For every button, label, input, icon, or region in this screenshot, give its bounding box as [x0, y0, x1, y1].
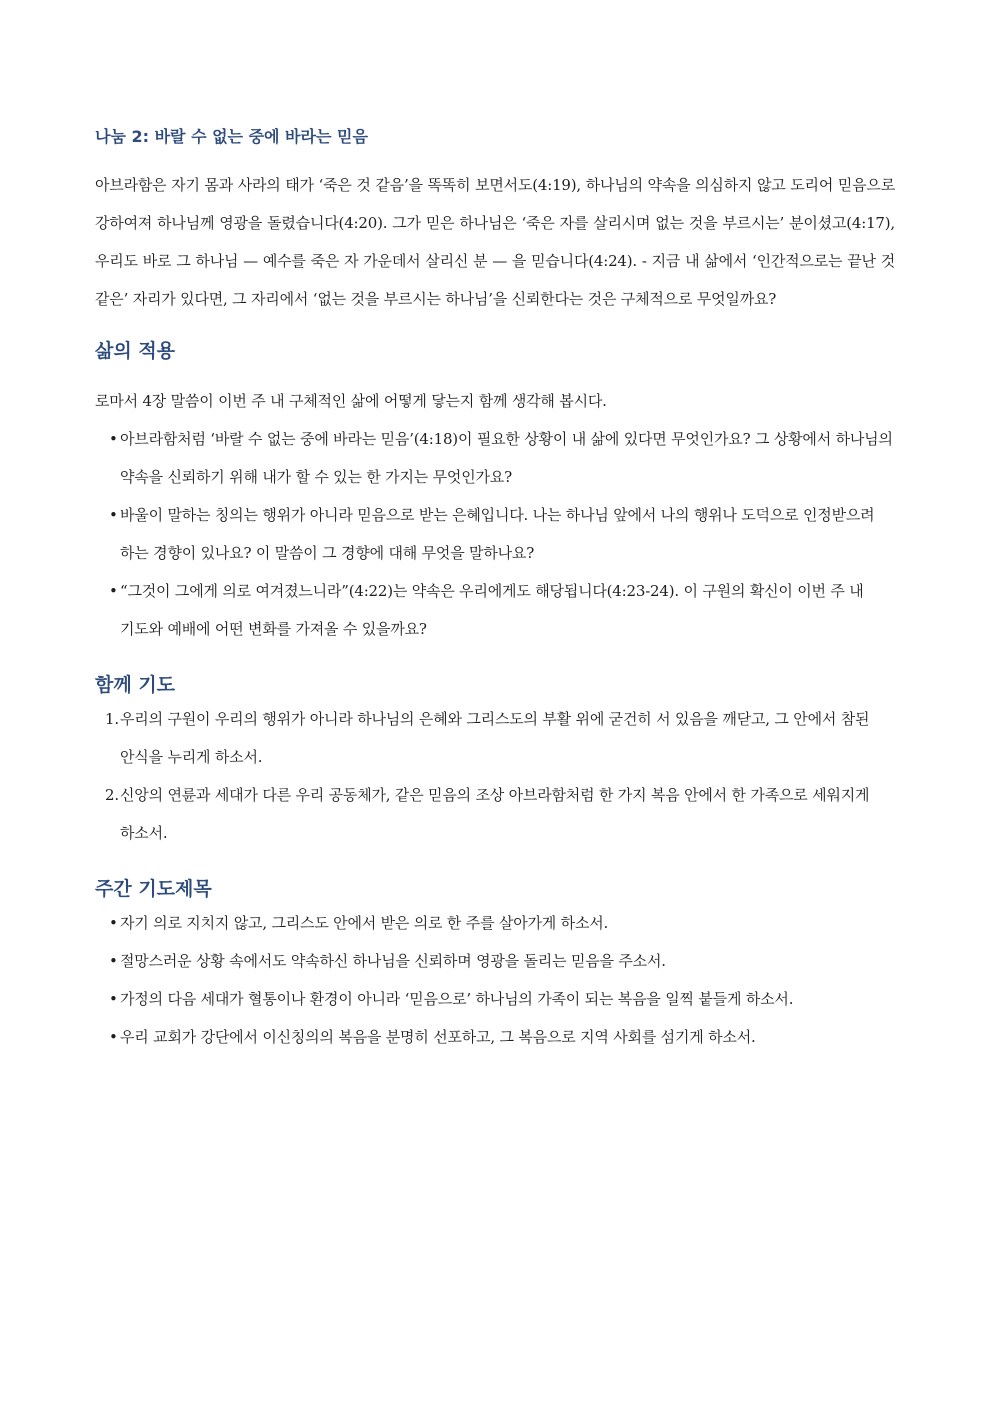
list-item-text: 아브라함처럼 ‘바랄 수 없는 중에 바라는 믿음’(4:18)이 필요한 상황이 내 삶에 있다면 무엇인가요? 그 상황에서 하나님의 약속을 신뢰하기 위해 내가 할 수 있는 한 가지는 무엇인가요?: [120, 430, 893, 486]
item-number: 2.: [105, 786, 119, 804]
list-item: [95, 700, 895, 776]
list-item: [95, 942, 895, 980]
list-item: [95, 496, 895, 572]
prayer-heading: 함께 기도: [95, 674, 176, 696]
item-number: 1.: [105, 710, 119, 728]
share-2-heading: 나눔 2: 바랄 수 없는 중에 바라는 믿음: [95, 127, 368, 146]
list-item: [95, 980, 895, 1018]
bullet-marker: •: [109, 1028, 118, 1046]
bullet-marker: •: [109, 990, 118, 1008]
list-item-text: 신앙의 연륜과 세대가 다른 우리 공동체가, 같은 믿음의 조상 아브라함처럼 한 가지 복음 안에서 한 가족으로 세워지게 하소서.: [120, 786, 870, 842]
list-item-text: 가정의 다음 세대가 혈통이나 환경이 아니라 ‘믿음으로’ 하나님의 가족이 되는 복음을 일찍 붙들게 하소서.: [120, 990, 794, 1008]
list-item: [95, 776, 895, 852]
bullet-marker: •: [109, 506, 118, 524]
application-list: [95, 420, 895, 648]
bullet-marker: •: [109, 430, 118, 448]
list-item-text: “그것이 그에게 의로 여겨졌느니라”(4:22)는 약속은 우리에게도 해당됩니다(4:23-24). 이 구원의 확신이 이번 주 내 기도와 예배에 어떤 변화를 가져올 수 있을까요?: [120, 582, 864, 638]
application-heading: 삶의 적용: [95, 340, 176, 362]
list-item-text: 자기 의로 지치지 않고, 그리스도 안에서 받은 의로 한 주를 살아가게 하소서.: [120, 914, 609, 932]
list-item-text: 우리의 구원이 우리의 행위가 아니라 하나님의 은혜와 그리스도의 부활 위에 굳건히 서 있음을 깨닫고, 그 안에서 참된 안식을 누리게 하소서.: [120, 710, 870, 766]
share-2-body: 아브라함은 자기 몸과 사라의 태가 ‘죽은 것 같음’을 똑똑히 보면서도(4:19), 하나님의 약속을 의심하지 않고 도리어 믿음으로 강하여져 하나님께 영광을 돌렸습니다(4:20). 그가 믿은 하나님은 ‘죽은 자를 살리시며 없는 것을 부르시는’ 분이셨고(4:17), 우리도 바로 그 하나님 — 예수를 죽은 자 가운데서 살리신 분 — 을 믿습니다(4:24). - 지금 내 삶에서 ‘인간적으로는 끝난 것 같은’ 자리가 있다면, 그 자리에서 ‘없는 것을 부르시는 하나님’을 신뢰한다는 것은 구체적으로 무엇일까요?: [95, 176, 895, 308]
list-item: [95, 904, 895, 942]
document-page: [95, 118, 895, 1056]
list-item: [95, 572, 895, 648]
list-item-text: 우리 교회가 강단에서 이신칭의의 복음을 분명히 선포하고, 그 복음으로 지역 사회를 섬기게 하소서.: [120, 1028, 756, 1046]
bullet-marker: •: [109, 582, 118, 600]
bullet-marker: •: [109, 952, 118, 970]
bullet-marker: •: [109, 914, 118, 932]
weekly-prayer-list: [95, 904, 895, 1056]
list-item: [95, 1018, 895, 1056]
list-item-text: 절망스러운 상황 속에서도 약속하신 하나님을 신뢰하며 영광을 돌리는 믿음을 주소서.: [120, 952, 666, 970]
prayer-list: [95, 700, 895, 852]
weekly-prayer-heading: 주간 기도제목: [95, 878, 212, 900]
list-item-text: 바울이 말하는 칭의는 행위가 아니라 믿음으로 받는 은혜입니다. 나는 하나님 앞에서 나의 행위나 도덕으로 인정받으려 하는 경향이 있나요? 이 말씀이 그 경향에 대해 무엇을 말하나요?: [120, 506, 875, 562]
list-item: [95, 420, 895, 496]
application-intro: 로마서 4장 말씀이 이번 주 내 구체적인 삶에 어떻게 닿는지 함께 생각해 봅시다.: [95, 392, 607, 410]
